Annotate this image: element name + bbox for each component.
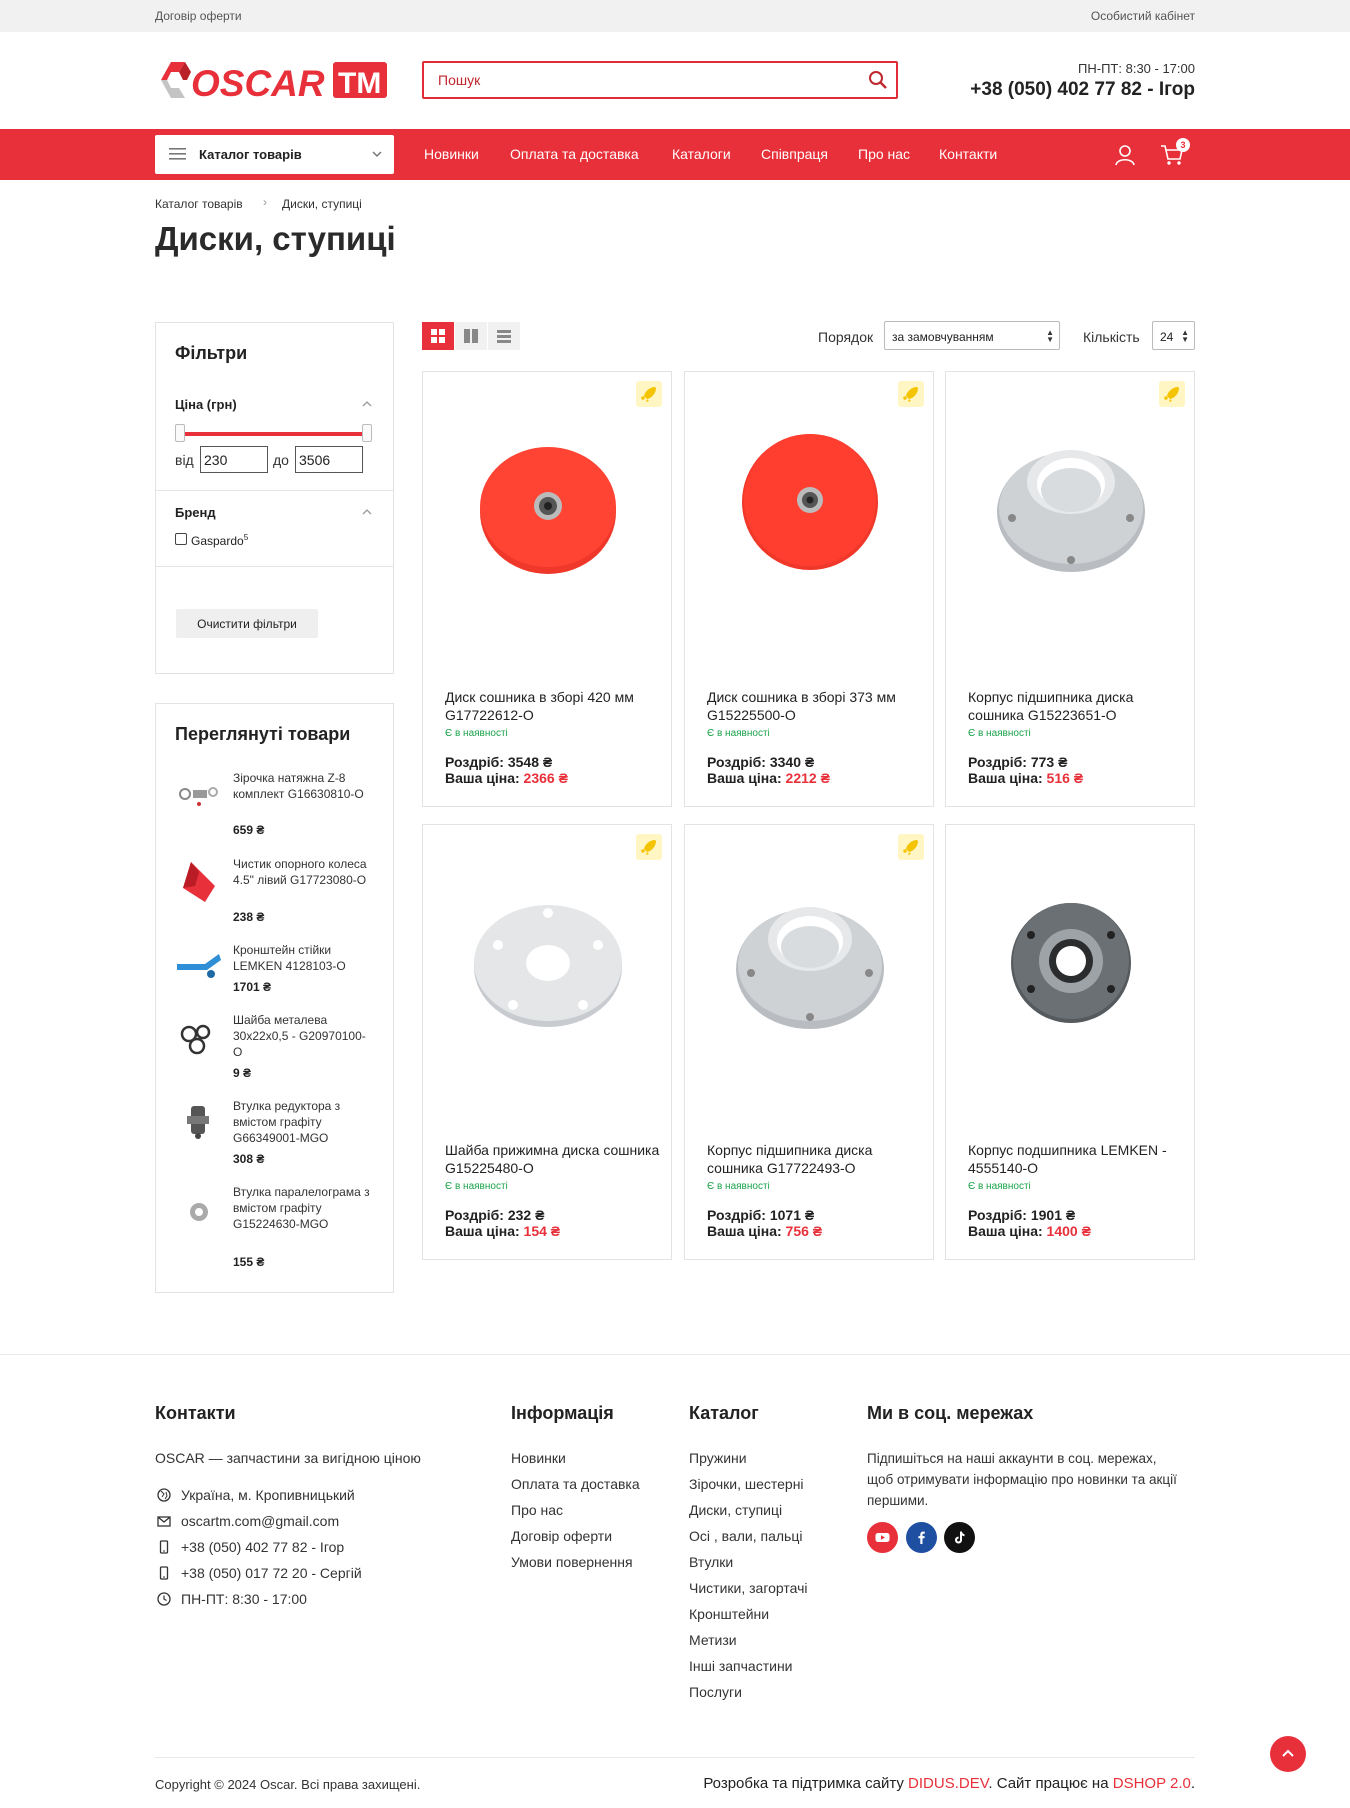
nav-link-cooperation[interactable]: Співпраця <box>761 146 828 162</box>
your-price-label: Ваша ціна: <box>445 1223 520 1239</box>
search-input[interactable] <box>424 63 844 97</box>
footer-catalog-link[interactable]: Диски, ступиці <box>689 1502 783 1518</box>
footer-contacts-title: Контакти <box>155 1403 236 1423</box>
brand-filter-label[interactable]: Бренд <box>175 505 216 520</box>
your-price-row <box>445 1223 560 1239</box>
retail-price: 1901 ₴ <box>1030 1207 1076 1223</box>
stock-status: Є в наявності <box>707 1181 770 1192</box>
rocket-icon <box>636 834 662 860</box>
retail-label: Роздріб: <box>968 1207 1027 1223</box>
product-image[interactable] <box>715 865 905 1055</box>
columns-view-button[interactable] <box>455 322 487 350</box>
svg-text:OSCAR: OSCAR <box>191 63 325 102</box>
stock-status: Є в наявності <box>968 728 1031 739</box>
viewed-item-name[interactable]: Кронштейн стійки LEMKEN 4128103-O <box>233 943 346 973</box>
clear-filters-button[interactable]: Очистити фільтри <box>176 609 318 638</box>
viewed-item-name[interactable]: Шайба металева 30x22x0,5 - G20970100-O <box>233 1013 366 1059</box>
youtube-icon[interactable] <box>867 1522 898 1553</box>
price-slider-track[interactable] <box>180 432 367 436</box>
developer-credit-mid: . Сайт працює на <box>988 1775 1109 1792</box>
footer-info-link[interactable]: Договір оферти <box>511 1528 613 1544</box>
product-name[interactable]: Диск сошника в зборі 373 мм G15225500-O <box>707 689 896 723</box>
viewed-item-price: 659 ₴ <box>233 823 265 837</box>
your-price: 516 ₴ <box>1046 770 1084 786</box>
retail-price-row <box>445 1207 544 1223</box>
footer-catalog-link[interactable]: Послуги <box>689 1684 742 1700</box>
copyright: Copyright © 2024 Oscar. Всі права захищені. <box>155 1777 421 1792</box>
footer-info-link[interactable]: Новинки <box>511 1450 566 1466</box>
retail-label: Роздріб: <box>445 754 504 770</box>
your-price: 756 ₴ <box>785 1223 823 1239</box>
brand-name: Gaspardo <box>191 534 244 548</box>
your-price-label: Ваша ціна: <box>968 770 1043 786</box>
viewed-item-image[interactable] <box>175 858 223 906</box>
nav-link-catalogs[interactable]: Каталоги <box>672 146 731 162</box>
product-name[interactable]: Корпус підшипника диска сошника G15223651-O <box>968 689 1134 723</box>
viewed-item-price: 9 ₴ <box>233 1066 252 1080</box>
work-hours: ПН-ПТ: 8:30 - 17:00 <box>1078 61 1195 76</box>
quantity-select[interactable] <box>1152 321 1195 350</box>
footer-tagline: OSCAR — запчастини за вигідною ціною <box>155 1450 421 1466</box>
nav-link-about[interactable]: Про нас <box>858 146 911 162</box>
price-max-input[interactable] <box>295 446 363 473</box>
top-bar <box>0 0 1350 32</box>
your-price-label: Ваша ціна: <box>968 1223 1043 1239</box>
viewed-products-title: Переглянуті товари <box>175 724 351 744</box>
your-price-row <box>445 770 568 786</box>
nav-link-contacts[interactable]: Контакти <box>939 146 998 162</box>
rocket-icon <box>1159 381 1185 407</box>
developer-credit-prefix: Розробка та підтримка сайту <box>703 1775 904 1792</box>
retail-price: 1071 ₴ <box>769 1207 815 1223</box>
engine-link[interactable]: DSHOP 2.0 <box>1112 1775 1191 1792</box>
your-price-label: Ваша ціна: <box>445 770 520 786</box>
chevron-up-icon[interactable] <box>362 509 372 515</box>
footer-catalog-link[interactable]: Чистики, загортачі <box>689 1580 808 1596</box>
your-price-row <box>707 770 830 786</box>
your-price: 2212 ₴ <box>785 770 830 786</box>
menu-icon <box>169 148 186 160</box>
product-card[interactable] <box>945 371 1195 807</box>
your-price: 154 ₴ <box>523 1223 561 1239</box>
sort-select-value: за замовчуванням <box>892 330 994 344</box>
retail-label: Роздріб: <box>968 754 1027 770</box>
rocket-icon <box>898 834 924 860</box>
footer-social-text: Підпишіться на наші аккаунти в соц. мережах, щоб отримувати інформацію про новинки та акції першими. <box>867 1451 1177 1508</box>
chevron-up-icon[interactable] <box>362 401 372 407</box>
footer-social-title: Ми в соц. мережах <box>867 1403 1034 1423</box>
product-image[interactable] <box>715 412 905 602</box>
footer-email[interactable]: oscartm.com@gmail.com <box>181 1513 340 1529</box>
footer-info-link[interactable]: Оплата та доставка <box>511 1476 640 1492</box>
retail-price-row <box>968 754 1067 770</box>
header-phone[interactable]: +38 (050) 402 77 82 - Ігор <box>970 79 1195 100</box>
mobile-phone-icon <box>157 1566 171 1580</box>
stock-status: Є в наявності <box>707 728 770 739</box>
clock-icon <box>157 1592 171 1606</box>
breadcrumb-catalog[interactable]: Каталог товарів <box>155 197 243 211</box>
retail-label: Роздріб: <box>445 1207 504 1223</box>
nav-link-payment[interactable]: Оплата та доставка <box>510 146 639 162</box>
footer-bottom-divider <box>155 1757 1195 1758</box>
oscar-logo[interactable] <box>157 58 389 102</box>
retail-price: 773 ₴ <box>1030 754 1068 770</box>
viewed-item-name[interactable]: Чистик опорного колеса 4.5" лівий G17723080-O <box>233 857 367 887</box>
retail-price: 232 ₴ <box>507 1207 545 1223</box>
footer-catalog-link[interactable]: Зірочки, шестерні <box>689 1476 804 1492</box>
nav-link-new[interactable]: Новинки <box>424 146 479 162</box>
viewed-item-image[interactable] <box>175 1014 223 1062</box>
list-icon <box>496 328 512 344</box>
footer-catalog-link[interactable]: Осі , вали, пальці <box>689 1528 803 1544</box>
retail-price-row <box>445 754 552 770</box>
footer-catalog-link[interactable]: Інші запчастини <box>689 1658 793 1674</box>
retail-price: 3548 ₴ <box>507 754 553 770</box>
developer-credit-suffix: . <box>1190 1775 1195 1792</box>
viewed-item-image[interactable] <box>175 942 223 990</box>
chevron-down-icon <box>372 149 382 159</box>
grid-view-button[interactable] <box>422 322 454 350</box>
developer-credit <box>703 1775 1195 1792</box>
footer-catalog-title: Каталог <box>689 1403 759 1423</box>
stock-status: Є в наявності <box>968 1181 1031 1192</box>
offer-link[interactable]: Договір оферти <box>155 9 242 23</box>
viewed-item-price: 238 ₴ <box>233 910 265 924</box>
price-slider-min-handle[interactable] <box>175 424 185 442</box>
your-price: 1400 ₴ <box>1046 1223 1091 1239</box>
product-card[interactable] <box>422 371 672 807</box>
retail-label: Роздріб: <box>707 1207 766 1223</box>
footer-catalog-link[interactable]: Пружини <box>689 1450 747 1466</box>
grid-icon <box>430 328 446 344</box>
scroll-to-top-button[interactable] <box>1270 1736 1306 1772</box>
viewed-item-name[interactable]: Втулка паралелограма з вмістом графіту G15224630-MGO <box>233 1185 370 1231</box>
rocket-icon <box>636 381 662 407</box>
select-arrows-icon: ▲ ▼ <box>1046 328 1054 344</box>
viewed-item-image[interactable] <box>175 1098 223 1146</box>
price-slider-max-handle[interactable] <box>362 424 372 442</box>
product-name[interactable]: Корпус подшипника LEMKEN - 4555140-O <box>968 1142 1167 1176</box>
viewed-item-name[interactable]: Втулка редуктора з вмістом графіту G66349001-MGO <box>233 1099 341 1145</box>
product-name[interactable]: Корпус підшипника диска сошника G17722493-O <box>707 1142 873 1176</box>
your-price-label: Ваша ціна: <box>707 770 782 786</box>
price-min-input[interactable] <box>200 446 268 473</box>
catalog-button-label: Каталог товарів <box>199 147 302 162</box>
facebook-icon[interactable] <box>906 1522 937 1553</box>
search-icon[interactable] <box>868 70 888 90</box>
brand-option-label[interactable] <box>191 533 248 548</box>
mobile-phone-icon <box>157 1540 171 1554</box>
footer-hours: ПН-ПТ: 8:30 - 17:00 <box>181 1591 307 1607</box>
footer-phone-1[interactable]: +38 (050) 402 77 82 - Ігор <box>181 1539 345 1555</box>
footer-catalog-link[interactable]: Втулки <box>689 1554 734 1570</box>
viewed-item-image[interactable] <box>175 1188 223 1236</box>
sort-label: Порядок <box>818 329 874 345</box>
tiktok-icon[interactable] <box>944 1522 975 1553</box>
retail-price-row <box>968 1207 1075 1223</box>
product-name[interactable]: Шайба прижимна диска сошника G15225480-O <box>445 1142 660 1176</box>
price-filter-label[interactable]: Ціна (грн) <box>175 397 237 412</box>
your-price-row <box>707 1223 822 1239</box>
product-card[interactable] <box>945 824 1195 1260</box>
product-image[interactable] <box>453 412 643 602</box>
retail-label: Роздріб: <box>707 754 766 770</box>
product-card[interactable] <box>684 824 934 1260</box>
product-image[interactable] <box>976 412 1166 602</box>
filters-title: Фільтри <box>175 343 248 363</box>
user-icon[interactable] <box>1114 144 1136 166</box>
account-link[interactable]: Особистий кабінет <box>1090 9 1195 23</box>
cart-count-badge: 3 <box>1176 138 1190 152</box>
footer-address: Україна, м. Кропивницький <box>181 1487 355 1503</box>
chevron-up-icon <box>1281 1748 1295 1758</box>
your-price-row <box>968 770 1083 786</box>
retail-price-row <box>707 1207 814 1223</box>
viewed-item-price: 155 ₴ <box>233 1255 265 1269</box>
footer-catalog-link[interactable]: Метизи <box>689 1632 737 1648</box>
footer-info-link[interactable]: Умови повернення <box>511 1554 633 1570</box>
quantity-label: Кількість <box>1083 329 1140 345</box>
quantity-select-value: 24 <box>1160 330 1174 344</box>
product-image[interactable] <box>453 865 643 1055</box>
retail-price: 3340 ₴ <box>769 754 815 770</box>
your-price-row <box>968 1223 1091 1239</box>
retail-price-row <box>707 754 814 770</box>
footer-info-link[interactable]: Про нас <box>511 1502 564 1518</box>
stock-status: Є в наявності <box>445 1181 508 1192</box>
catalog-button[interactable] <box>155 135 394 174</box>
email-icon <box>157 1514 171 1528</box>
rocket-icon <box>898 381 924 407</box>
footer-catalog-link[interactable]: Кронштейни <box>689 1606 770 1622</box>
price-from-label: від <box>175 452 194 468</box>
footer-divider <box>0 1354 1350 1355</box>
viewed-item-price: 1701 ₴ <box>233 980 272 994</box>
product-card[interactable] <box>684 371 934 807</box>
select-arrows-icon: ▲ ▼ <box>1181 328 1189 344</box>
brand-count: 5 <box>243 533 249 542</box>
breadcrumb-current: Диски, ступиці <box>282 197 362 211</box>
page-title: Диски, ступиці <box>155 220 396 257</box>
stock-status: Є в наявності <box>445 728 508 739</box>
search-box <box>422 61 898 99</box>
footer-phone-2[interactable]: +38 (050) 017 72 20 - Сергій <box>181 1565 362 1581</box>
your-price-label: Ваша ціна: <box>707 1223 782 1239</box>
developer-link[interactable]: DIDUS.DEV <box>908 1775 989 1792</box>
your-price: 2366 ₴ <box>523 770 568 786</box>
list-view-button[interactable] <box>488 322 520 350</box>
breadcrumb-separator-icon: › <box>263 195 267 209</box>
filter-divider <box>156 566 393 567</box>
globe-icon <box>157 1488 171 1502</box>
product-name[interactable]: Диск сошника в зборі 420 мм G17722612-O <box>445 689 634 723</box>
product-card[interactable] <box>422 824 672 1260</box>
viewed-item-name[interactable]: Зірочка натяжна Z-8 комплект G16630810-O <box>233 771 364 801</box>
svg-text:TM: TM <box>338 67 382 100</box>
main-nav <box>0 129 1350 180</box>
product-image[interactable] <box>976 865 1166 1055</box>
footer-info-title: Інформація <box>511 1403 614 1423</box>
filter-divider <box>156 490 393 491</box>
viewed-item-image[interactable] <box>175 770 223 818</box>
columns-icon <box>463 328 479 344</box>
viewed-item-price: 308 ₴ <box>233 1152 265 1166</box>
sort-select[interactable] <box>884 321 1060 350</box>
brand-checkbox[interactable] <box>175 533 187 545</box>
price-to-label: до <box>273 452 289 468</box>
